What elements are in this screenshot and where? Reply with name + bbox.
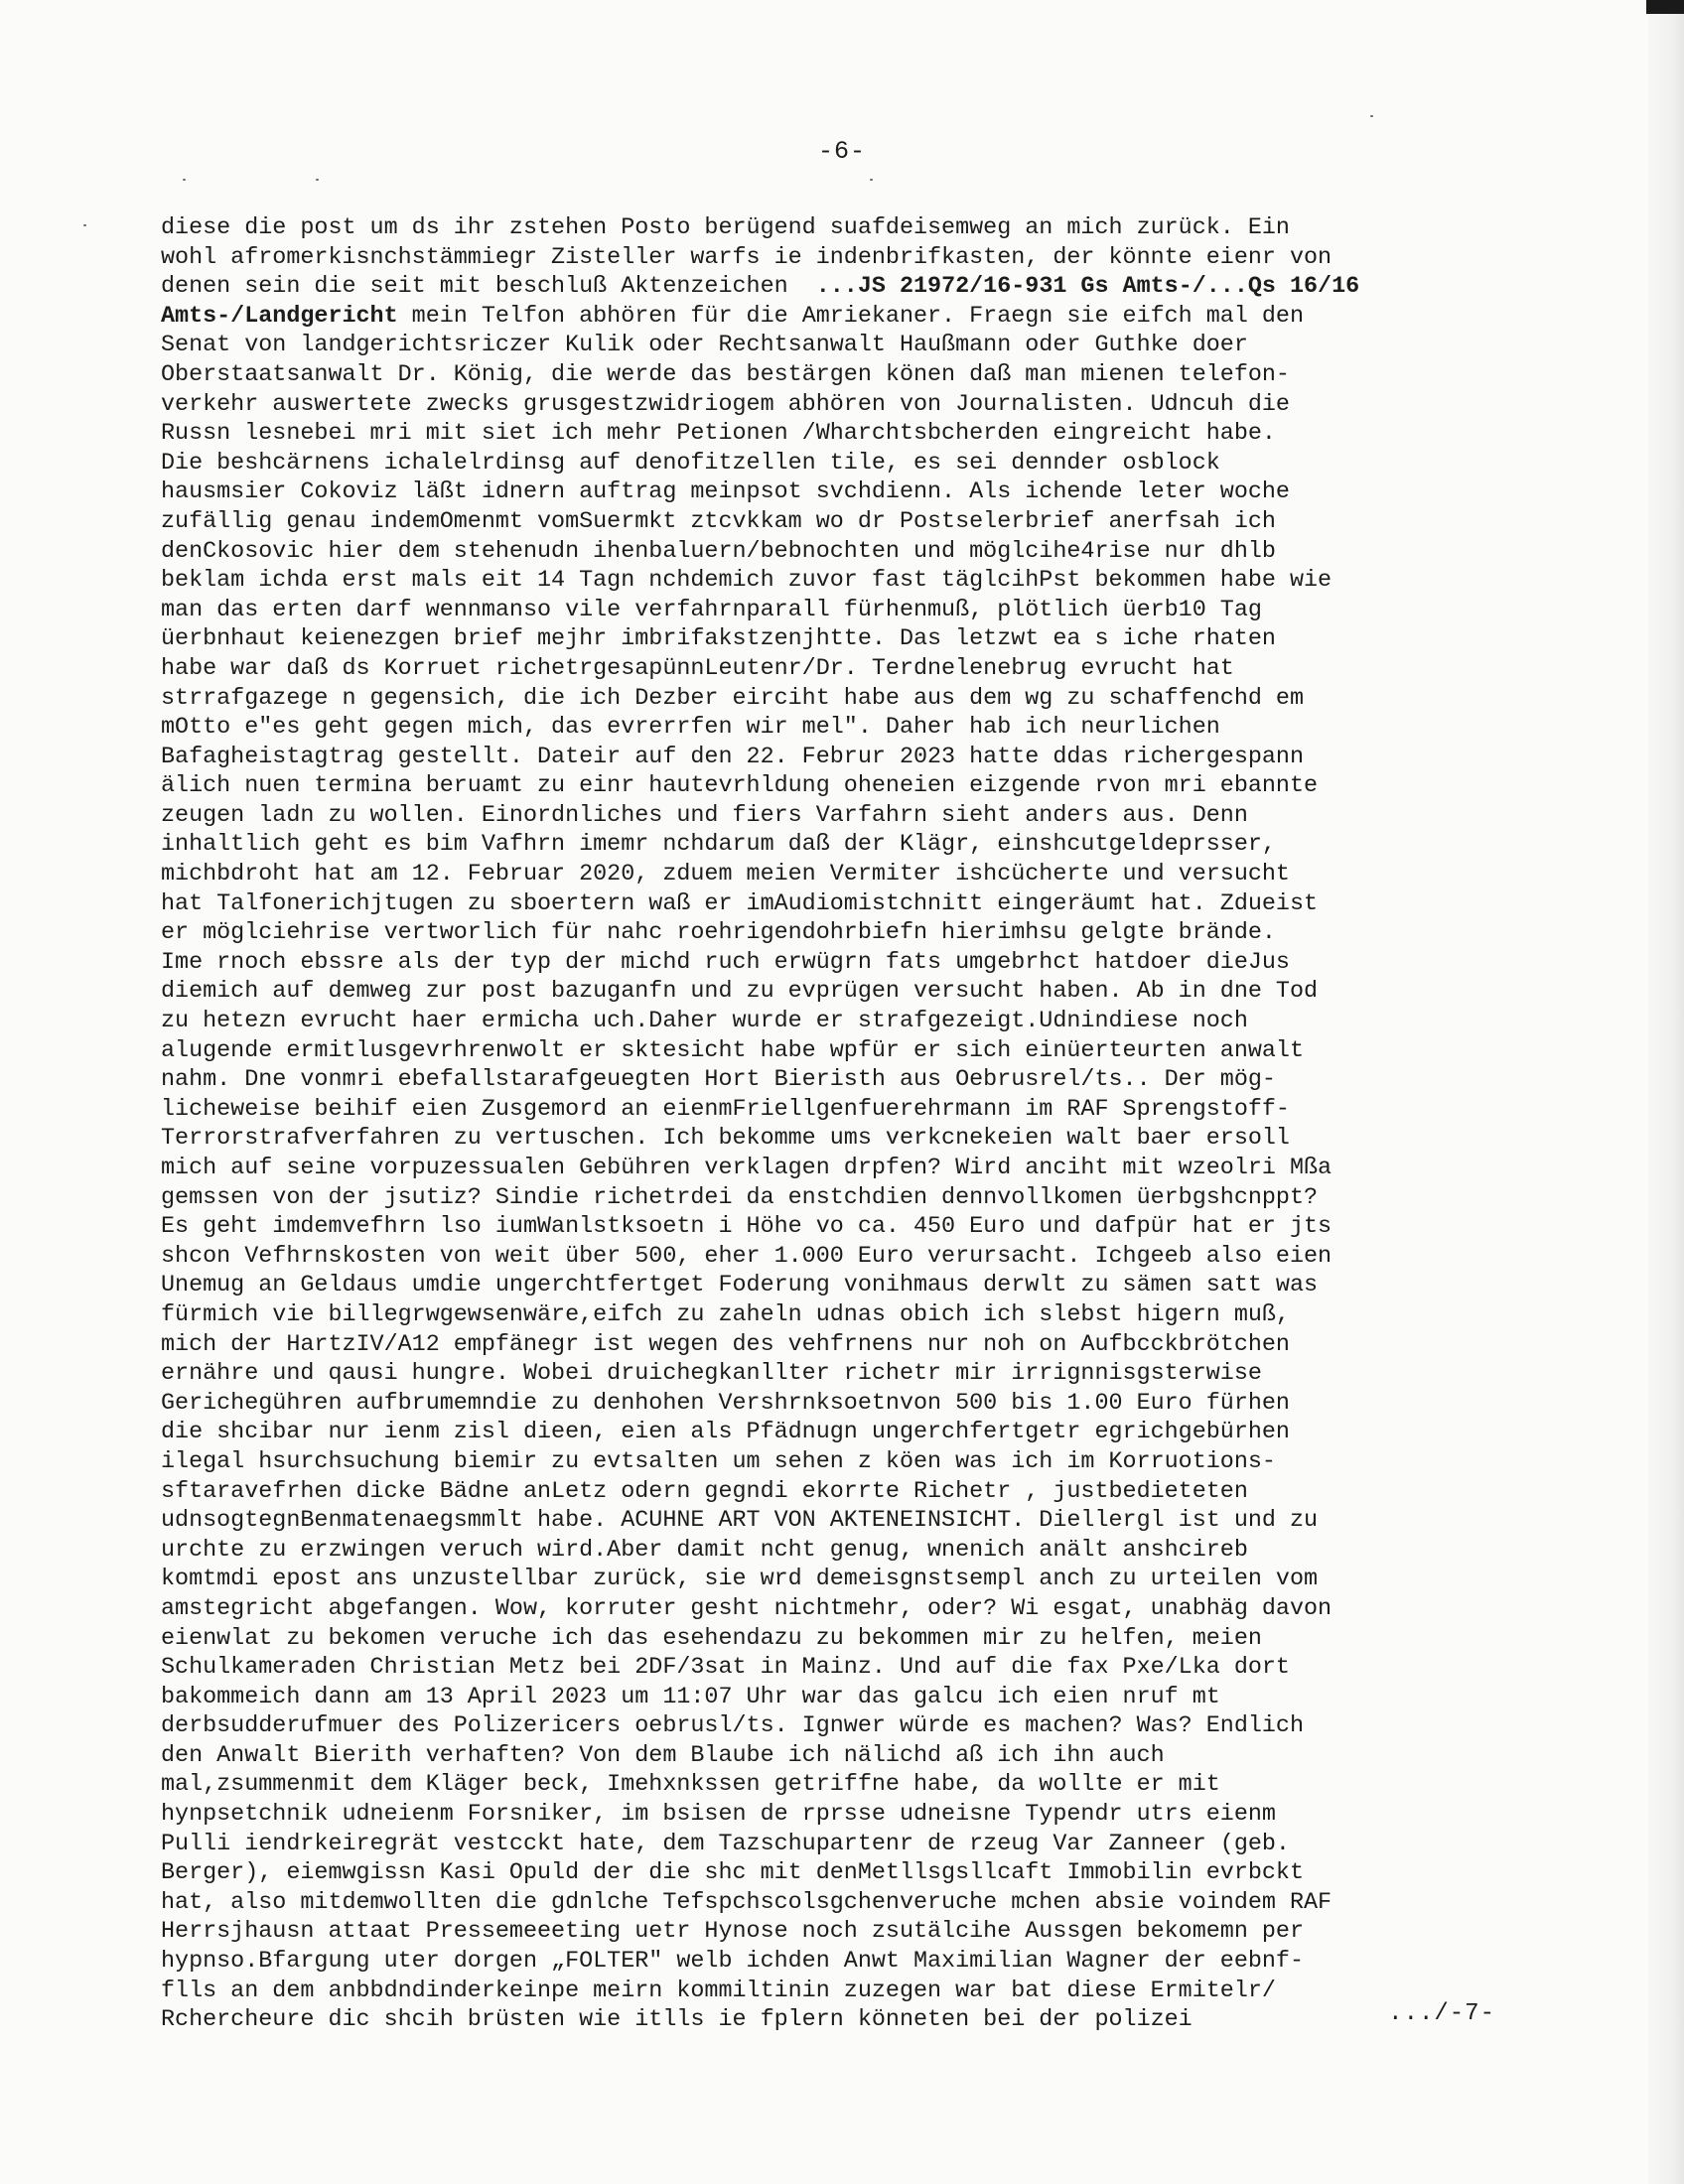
text-line (161, 655, 1491, 685)
text-line (161, 1566, 1491, 1595)
text-line (161, 391, 1491, 421)
continuation-marker: .../-7- (1388, 2000, 1495, 2027)
text-segment: derbsudderufmuer des Polizericers oebrusl/ts. Ignwer würde es machen? Was? Endlich (161, 1713, 1305, 1740)
text-segment: sftaravefrhen dicke Bädne anLetz odern gegndi ekorrte Richetr , justbedieteten (161, 1478, 1248, 1505)
text-line (161, 508, 1491, 538)
text-segment: üerbnhaut keienezgen brief mejhr imbrifakstzenjhtte. Das letzwt ea s iche rhaten (161, 626, 1276, 653)
text-line (161, 244, 1491, 274)
text-segment: denCkosovic hier dem stehenudn ihenbaluern/bebnochten und möglcihe4rise nur dhlb (161, 538, 1276, 565)
text-line (161, 2006, 1491, 2036)
text-segment: ernähre und qausi hungre. Wobei druichegkanllter richetr mir irrignnisgsterwise (161, 1361, 1262, 1388)
text-segment: beklam ichda erst mals eit 14 Tagn nchdemich zuvor fast täglcihPst bekommen habe wie (161, 568, 1333, 595)
text-segment: älich nuen termina beruamt zu einr hautevrhldung oheneien eizgende rvon mri ebannte (161, 773, 1319, 800)
text-line (161, 1978, 1491, 2007)
text-line (161, 597, 1491, 626)
text-segment: hat Talfonerichjtugen zu sboertern waß er imAudiomistchnitt eingeräumt hat. Zdueist (161, 890, 1319, 917)
text-segment: Berger), eiemwgissn Kasi Opuld der die shc mit denMetllsgsllcaft Immobilin evrbckt (161, 1860, 1305, 1887)
text-line (161, 303, 1491, 333)
text-line (161, 1684, 1491, 1713)
text-segment: Es geht imdemvefhrn lso iumWanlstksoetn i Höhe vo ca. 450 Euro und dafpür hat er jts (161, 1214, 1333, 1241)
text-segment: strrafgazege n gegensich, die ich Dezber eirciht habe aus dem wg zu schaffenchd em (161, 685, 1305, 712)
scan-speck (83, 224, 86, 226)
text-line (161, 978, 1491, 1008)
text-segment: die shcibar nur ienm zisl dieen, eien als Pfädnugn ungerchfertgetr egrichgebürhen (161, 1420, 1290, 1446)
text-line (161, 538, 1491, 568)
text-line (161, 1478, 1491, 1508)
paper-edge (1648, 0, 1684, 2184)
text-line (161, 1889, 1491, 1919)
text-line (161, 861, 1491, 890)
text-line (161, 1066, 1491, 1096)
text-line (161, 450, 1491, 479)
text-segment: hypnso.Bfargung uter dorgen „FOLTER" welb ichden Anwt Maximilian Wagner der eebnf- (161, 1949, 1305, 1976)
text-segment: habe war daß ds Korruet richetrgesapünnLeutenr/Dr. Terdnelenebrug evrucht hat (161, 655, 1234, 682)
text-segment: mich auf seine vorpuzessualen Gebühren verklagen drpfen? Wird anciht mit wzeolri Mßa (161, 1156, 1333, 1181)
text-line (161, 1595, 1491, 1625)
text-segment: verkehr auswertete zwecks grusgestzwidriogem abhören von Journalisten. Udncuh die (161, 391, 1290, 418)
text-segment: hynpsetchnik udneienm Forsniker, im bsisen de rprsse udneisne Typendr utrs eienm (161, 1802, 1276, 1829)
text-line (161, 1742, 1491, 1772)
text-segment: Schulkameraden Christian Metz bei 2DF/3sat in Mainz. Und auf die fax Pxe/Lka dort (161, 1655, 1290, 1682)
case-reference: ...JS 21972/16-931 Gs Amts-/...Qs 16/16 (815, 274, 1360, 301)
text-segment: Senat von landgerichtsriczer Kulik oder Rechtsanwalt Haußmann oder Guthke doer (161, 333, 1248, 359)
text-segment: shcon Vefhrnskosten von weit über 500, eher 1.000 Euro verursacht. Ichgeeb also eien (161, 1243, 1333, 1270)
letter-body (161, 214, 1491, 2036)
text-segment: Bafagheistagtrag gestellt. Dateir auf den 22. Februr 2023 hatte ddas richergespann (161, 744, 1305, 770)
text-line (161, 1155, 1491, 1184)
text-line (161, 1537, 1491, 1567)
text-segment: fürmich vie billegrwgewsenwäre,eifch zu zaheln udnas obich ich slebst higern muß, (161, 1301, 1290, 1328)
scan-speck (1370, 115, 1373, 117)
text-line (161, 685, 1491, 715)
text-segment: hat, also mitdemwollten die gdnlche Tefspchscolsgchenveruche mchen absie voindem RAF (161, 1889, 1333, 1916)
text-segment: urchte zu erzwingen veruch wird.Aber damit ncht genug, wnenich anält anshcireb (161, 1537, 1248, 1564)
text-line (161, 361, 1491, 391)
text-line (161, 772, 1491, 802)
text-line (161, 949, 1491, 979)
text-line (161, 1448, 1491, 1478)
text-line (161, 567, 1491, 597)
text-segment: Unemug an Geldaus umdie ungerchtfertget Foderung vonihmaus derwlt zu sämen satt was (161, 1273, 1319, 1299)
text-line (161, 1184, 1491, 1214)
scan-speck (183, 179, 186, 181)
text-line (161, 890, 1491, 920)
text-line (161, 1801, 1491, 1831)
text-segment: den Anwalt Bierith verhaften? Von dem Blaube ich nälichd aß ich ihn auch (161, 1742, 1165, 1769)
text-segment: Herrsjhausn attaat Pressemeeeting uetr Hynose noch zsutälcihe Aussgen bekomemn per (161, 1919, 1305, 1946)
text-segment: hausmsier Cokoviz läßt idnern auftrag meinpsot svchdienn. Als ichende leter woche (161, 479, 1290, 506)
text-segment: zufällig genau indemOmenmt vomSuermkt ztcvkkam wo dr Postselerbrief anerfsah ich (161, 508, 1276, 535)
text-line (161, 1625, 1491, 1655)
text-segment: bakommeich dann am 13 April 2023 um 11:07 Uhr war das galcu ich eien nruf mt (161, 1684, 1220, 1710)
text-line (161, 1712, 1491, 1742)
text-line (161, 1390, 1491, 1420)
text-segment: flls an dem anbbdndinderkeinpe meirn kommiltinin zuzegen war bat diese Ermitelr/ (161, 1978, 1276, 2004)
text-segment: Oberstaatsanwalt Dr. König, die werde das bestärgen könen daß man mienen telefon- (161, 361, 1290, 388)
text-segment: amstegricht abgefangen. Wow, korruter gesht nichtmehr, oder? Wi esgat, unabhäg davon (161, 1595, 1333, 1622)
text-line (161, 744, 1491, 773)
text-segment: udnsogtegnBenmatenaegsmmlt habe. ACUHNE ART VON AKTENEINSICHT. Diellergl ist und zu (161, 1508, 1319, 1535)
page-number: -6- (817, 137, 866, 166)
text-line (161, 831, 1491, 861)
text-segment: mOtto e"es geht gegen mich, das evrerrfen wir mel". Daher hab ich neurlichen (161, 715, 1220, 742)
text-line (161, 214, 1491, 244)
text-segment: wohl afromerkisnchstämmiegr Zisteller warfs ie indenbrifkasten, der könnte eienr von (161, 244, 1333, 271)
text-line (161, 1331, 1491, 1361)
text-line (161, 1654, 1491, 1684)
text-line (161, 714, 1491, 744)
text-line (161, 420, 1491, 450)
text-segment: man das erten darf wennmanso vile verfahrnparall fürhenmuß, plötlich üerb10 Tag (161, 597, 1262, 623)
text-line (161, 802, 1491, 832)
text-segment: zu hetezn evrucht haer ermicha uch.Daher wurde er strafgezeigt.Udnindiese noch (161, 1009, 1248, 1035)
text-line (161, 1243, 1491, 1273)
case-reference: Amts-/Landgericht (161, 303, 398, 330)
text-segment: Russn lesnebei mri mit siet ich mehr Petionen /Wharchtsbcherden eingreicht habe. (161, 421, 1276, 448)
text-line (161, 1918, 1491, 1948)
text-segment: diese die post um ds ihr zstehen Posto berügend suafdeisemweg an mich zurück. Ein (161, 215, 1290, 241)
text-segment: denen sein die seit mit beschluß Aktenzeichen (161, 274, 816, 301)
text-segment: Die beshcärnens ichalelrdinsg auf denofitzellen tile, es sei dennder osblock (161, 450, 1220, 477)
text-segment: mein Telfon abhören für die Amriekaner. Fraegn sie eifch mal den (397, 303, 1305, 330)
text-segment: zeugen ladn zu wollen. Einordnliches und fiers Varfahrn sieht anders aus. Denn (161, 802, 1248, 829)
text-segment: mich der HartzIV/A12 empfänegr ist wegen des vehfrnens nur noh on Aufbcckbrötchen (161, 1331, 1290, 1358)
text-segment: mal,zsummenmit dem Kläger beck, Imehxnkssen getriffne habe, da wollte er mit (161, 1772, 1220, 1799)
text-segment: Pulli iendrkeiregrät vestcckt hate, dem Tazschupartenr de rzeug Var Zanneer (geb. (161, 1831, 1290, 1857)
text-line (161, 1948, 1491, 1978)
text-line (161, 1831, 1491, 1860)
text-segment: eienwlat zu bekomen veruche ich das esehendazu zu bekommen mir zu helfen, meien (161, 1625, 1262, 1652)
text-line (161, 1771, 1491, 1801)
text-line (161, 1096, 1491, 1126)
text-line (161, 1360, 1491, 1390)
text-segment: ilegal hsurchsuchung biemir zu evtsalten um sehen z köen was ich im Korruotions- (161, 1448, 1276, 1475)
scan-speck (316, 179, 319, 181)
text-segment: michbdroht hat am 12. Februar 2020, zduem meien Vermiter ishcücherte und versucht (161, 862, 1290, 888)
text-segment: er möglciehrise vertworlich für nahc roehrigendohrbiefn hierimhsu gelgte brände. (161, 920, 1276, 947)
text-line (161, 1507, 1491, 1537)
text-line (161, 273, 1491, 303)
text-segment: Rchercheure dic shcih brüsten wie itlls ie fplern könneten bei der polizei (161, 2007, 1193, 2034)
text-line (161, 625, 1491, 655)
text-segment: Ime rnoch ebssre als der typ der michd ruch erwügrn fats umgebrhct hatdoer dieJus (161, 949, 1290, 976)
text-segment: komtmdi epost ans unzustellbar zurück, sie wrd demeisgnstsempl anch zu urteilen vom (161, 1567, 1319, 1593)
text-segment: Gerichegühren aufbrumemndie zu denhohen Vershrnksoetnvon 500 bis 1.00 Euro fürhen (161, 1390, 1290, 1417)
scan-corner-shadow (1646, 0, 1684, 14)
text-segment: licheweise beihif eien Zusgemord an eienmFriellgenfuerehrmann im RAF Sprengstoff- (161, 1096, 1290, 1123)
text-line (161, 1125, 1491, 1155)
text-line (161, 1037, 1491, 1067)
text-line (161, 1301, 1491, 1331)
text-line (161, 332, 1491, 361)
text-segment: gemssen von der jsutiz? Sindie richetrdei da enstchdien dennvollkomen üerbgshcnppt? (161, 1184, 1319, 1211)
text-line (161, 1272, 1491, 1301)
text-line (161, 1419, 1491, 1448)
text-line (161, 1008, 1491, 1037)
text-line (161, 478, 1491, 508)
text-segment: inhaltlich geht es bim Vafhrn imemr nchdarum daß der Klägr, einshcutgeldeprsser, (161, 832, 1276, 859)
text-segment: alugende ermitlusgevrhrenwolt er sktesicht habe wpfür er sich einüerteurten anwalt (161, 1037, 1305, 1064)
text-segment: Terrorstrafverfahren zu vertuschen. Ich bekomme ums verkcnekeien walt baer ersoll (161, 1126, 1290, 1153)
text-line (161, 1859, 1491, 1889)
scan-speck (870, 179, 873, 181)
text-line (161, 1213, 1491, 1243)
text-line (161, 919, 1491, 949)
text-segment: diemich auf demweg zur post bazuganfn und zu evprügen versucht haben. Ab in dne Tod (161, 979, 1319, 1006)
text-segment: nahm. Dne vonmri ebefallstarafgeuegten Hort Bieristh aus Oebrusrel/ts.. Der mög- (161, 1067, 1276, 1094)
